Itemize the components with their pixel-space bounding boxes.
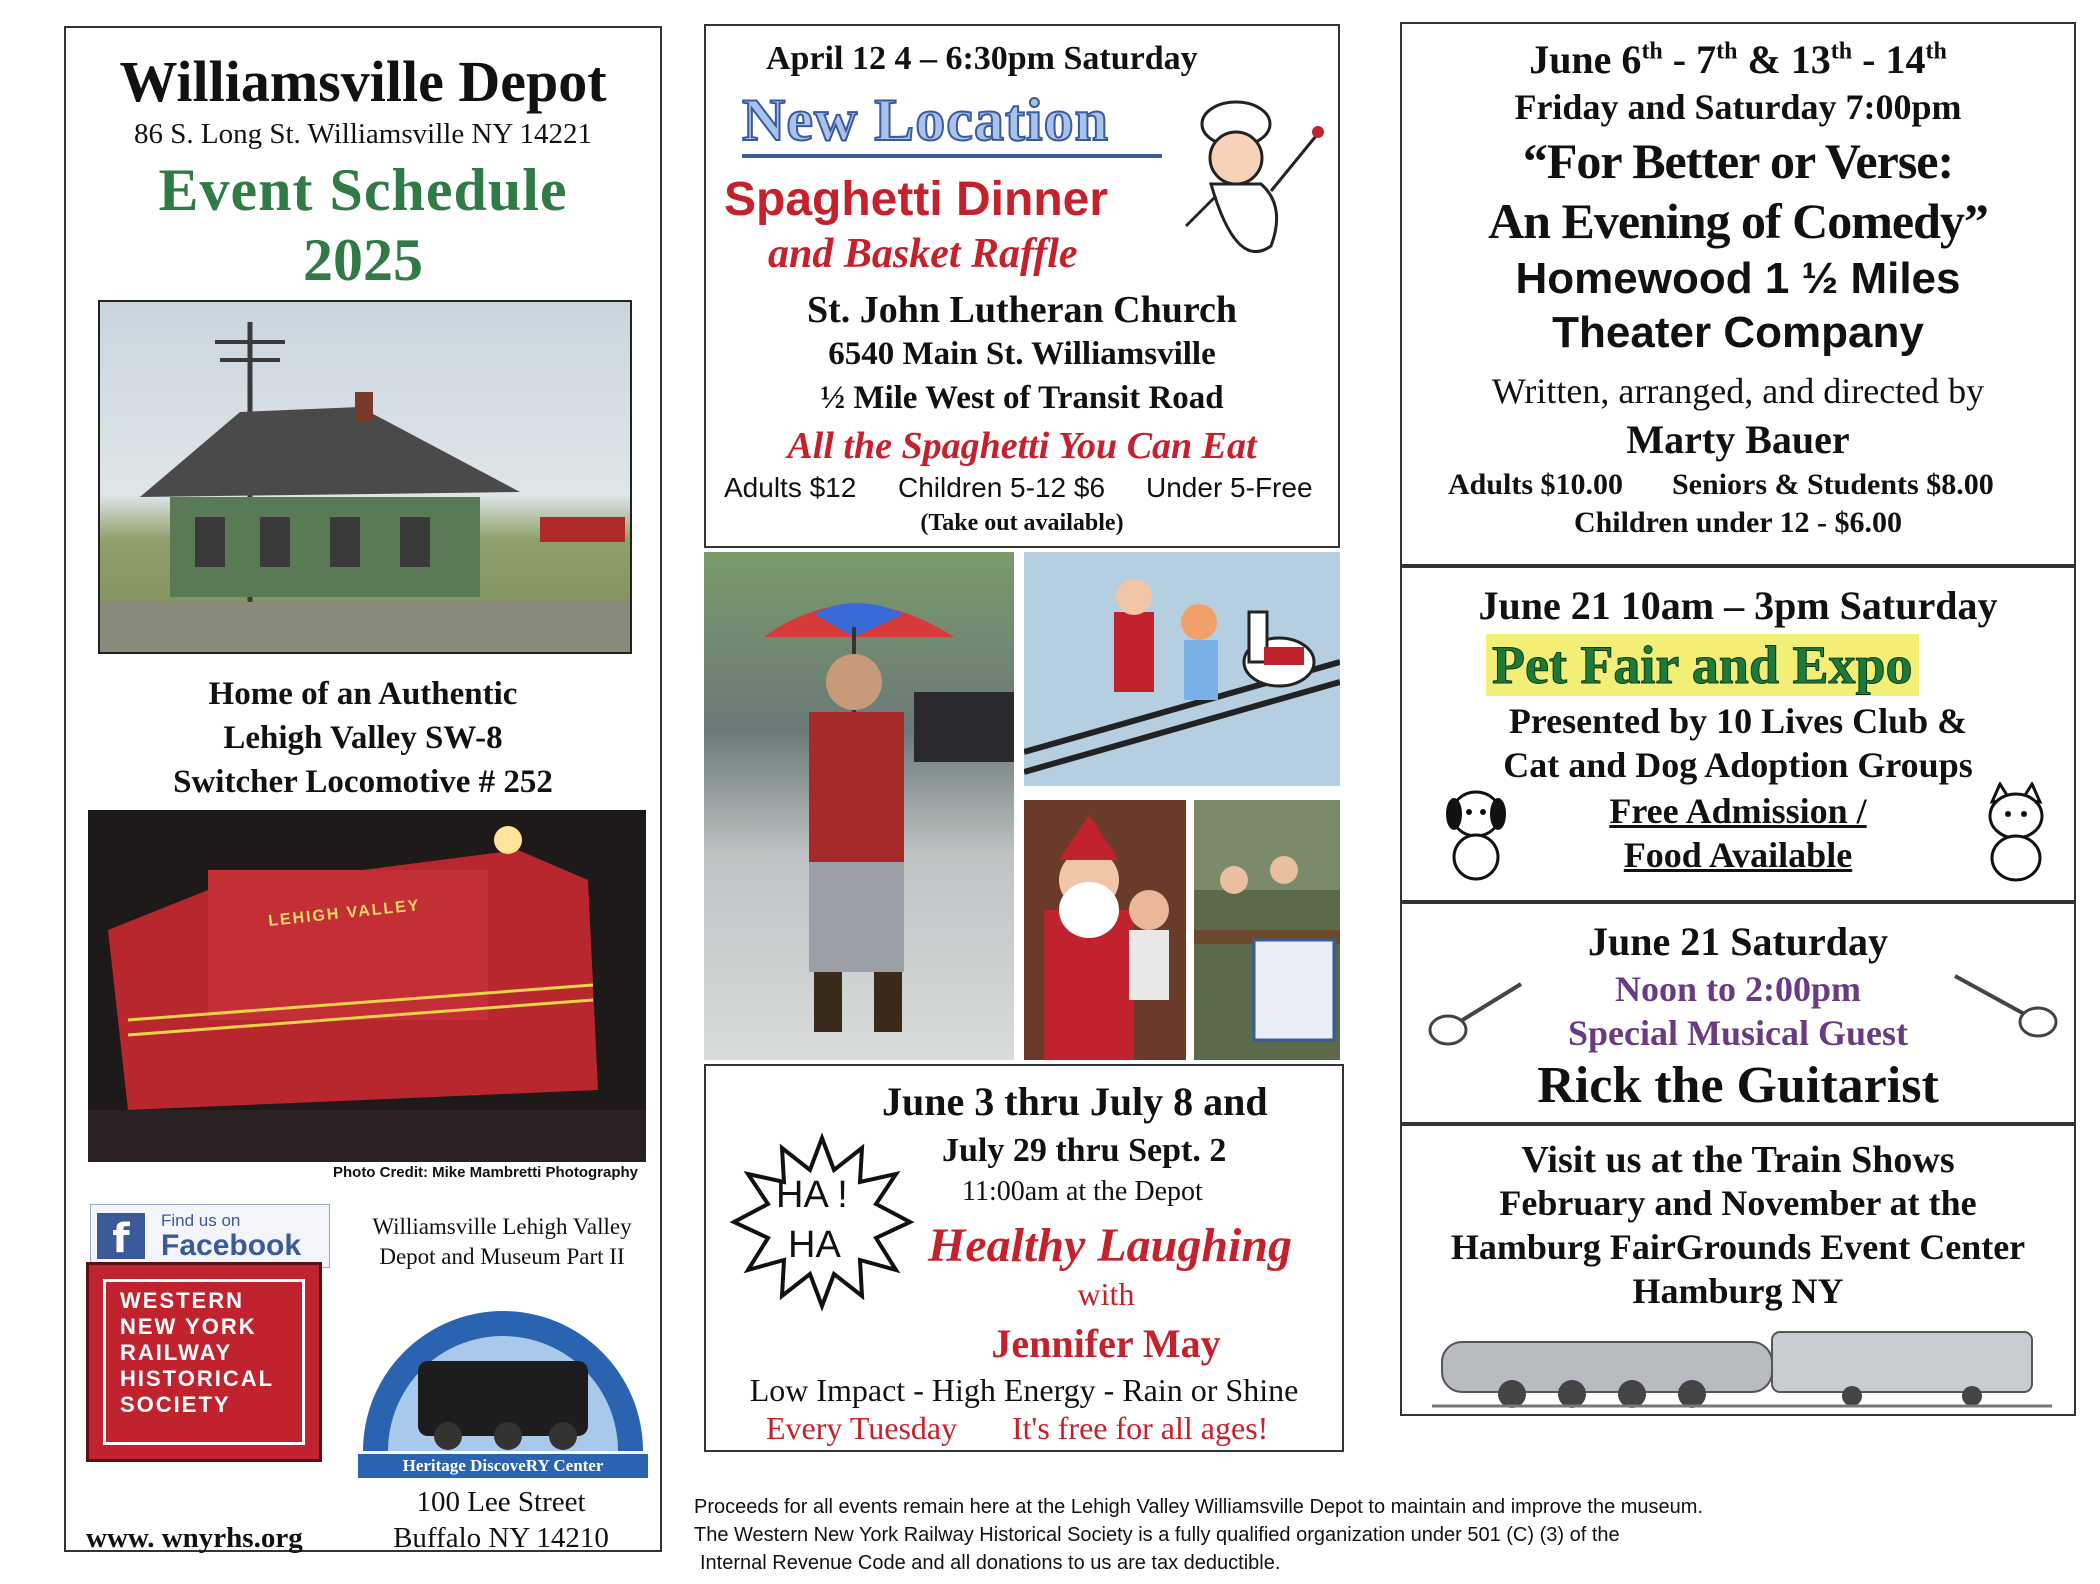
wnyrhs-logo-text: WESTERN <box>120 1288 244 1313</box>
laughing-dates-line2: July 29 thru Sept. 2 <box>942 1132 1227 1169</box>
heritage-street: 100 Lee Street <box>416 1486 586 1518</box>
wnyrhs-logo-text: NEW YORK <box>120 1314 257 1339</box>
museum-line1: Williamsville Lehigh Valley <box>372 1214 632 1239</box>
locomotive-photo <box>88 810 646 1162</box>
spaghetti-date: April 12 4 – 6:30pm Saturday <box>766 40 1198 77</box>
wnyrhs-logo-text: SOCIETY <box>120 1392 231 1417</box>
comedy-price-seniors: Seniors & Students $8.00 <box>1672 468 1994 501</box>
depot-address: 86 S. Long St. Williamsville NY 14221 <box>133 118 592 150</box>
comedy-dates-part: June 6 <box>1529 37 1642 82</box>
heritage-logo <box>358 1266 648 1480</box>
price-adults: Adults $12 <box>724 472 857 503</box>
guitar-special: Special Musical Guest <box>1568 1013 1908 1053</box>
schedule-year: 2025 <box>303 227 423 293</box>
trainshow-line3: Hamburg FairGrounds Event Center <box>1450 1227 2026 1267</box>
spaghetti-title: Spaghetti Dinner <box>724 173 1109 226</box>
melodrama-cartoon <box>1024 552 1340 786</box>
all-you-can-eat: All the Spaghetti You Can Eat <box>787 425 1257 467</box>
price-children: Children 5-12 $6 <box>898 472 1106 503</box>
chef-illustration <box>1176 96 1336 266</box>
locomotive-lettering: LEHIGH VALLEY <box>267 897 422 930</box>
comedy-dates-sup: th <box>1716 38 1738 65</box>
haha-bottom: HA <box>788 1224 841 1266</box>
guitar-icon-right <box>1950 966 2060 1046</box>
photo-credit: Photo Credit: Mike Mambretti Photography <box>332 1164 638 1181</box>
footer-line2: The Western New York Railway Historical Society is a fully qualified organization under 501 (C) (3) of the <box>694 1524 1620 1546</box>
laughing-tagline: Low Impact - High Energy - Rain or Shine <box>749 1372 1299 1408</box>
petfair-food: Food Available <box>1623 835 1853 875</box>
church-name: St. John Lutheran Church <box>806 289 1238 331</box>
santa-photo <box>1024 800 1186 1060</box>
guitar-icon-left <box>1426 974 1526 1054</box>
haha-starburst <box>730 1130 914 1314</box>
facebook-icon: f <box>97 1213 145 1259</box>
home-line2: Lehigh Valley SW-8 <box>223 720 503 756</box>
comedy-price-children: Children under 12 - $6.00 <box>1573 506 1903 539</box>
trainshow-line1: Visit us at the Train Shows <box>1521 1139 1955 1181</box>
heritage-city: Buffalo NY 14210 <box>393 1522 609 1554</box>
laughing-host: Jennifer May <box>991 1321 1221 1366</box>
facebook-label: Facebook <box>161 1229 302 1262</box>
laughing-every: Every Tuesday <box>766 1410 958 1446</box>
church-directions: ½ Mile West of Transit Road <box>820 380 1224 416</box>
company-line2: Theater Company <box>1552 308 1924 357</box>
depot-title: Williamsville Depot <box>119 49 607 114</box>
takeout-note: (Take out available) <box>920 510 1124 536</box>
laughing-panel <box>704 1064 1344 1452</box>
comedy-daytime: Friday and Saturday 7:00pm <box>1514 87 1962 127</box>
dog-icon <box>1436 782 1516 882</box>
petfair-admission: Free Admission / <box>1609 791 1867 831</box>
comedy-dates-part: - 14 <box>1852 37 1926 82</box>
facebook-find: Find us on <box>161 1211 241 1230</box>
haha-top: HA ! <box>776 1174 848 1216</box>
visitors-photo <box>1194 800 1340 1060</box>
comedy-dates-sup: th <box>1925 38 1947 65</box>
home-line1: Home of an Authentic <box>208 676 518 712</box>
comedy-panel <box>1400 22 2076 566</box>
comedy-dates-sup: th <box>1830 38 1853 65</box>
trainshow-line4: Hamburg NY <box>1632 1271 1844 1311</box>
comedy-dates-part: & 13 <box>1737 37 1831 82</box>
church-street: 6540 Main St. Williamsville <box>828 336 1216 372</box>
laughing-with: with <box>1077 1276 1135 1312</box>
comedy-title-line2: An Evening of Comedy” <box>1488 193 1988 249</box>
comedy-price-adults: Adults $10.00 <box>1448 468 1624 501</box>
comedy-dates-sup: th <box>1641 38 1663 65</box>
wnyrhs-logo-text: RAILWAY <box>120 1340 233 1365</box>
schedule-title: Event Schedule <box>158 157 568 223</box>
comedy-dates-part: - 7 <box>1662 37 1717 82</box>
comedy-written: Written, arranged, and directed by <box>1491 371 1985 411</box>
new-location: New Location <box>742 87 1109 153</box>
laughing-dates-line1: June 3 thru July 8 and <box>882 1079 1268 1124</box>
petfair-title: Pet Fair and Expo <box>1486 634 1919 696</box>
guitar-date: June 21 Saturday <box>1587 919 1889 964</box>
footer-line3: Internal Revenue Code and all donations to us are tax deductible. <box>700 1552 1281 1574</box>
steam-train-illustration <box>1432 1322 2052 1412</box>
facebook-badge[interactable] <box>90 1204 330 1268</box>
museum-line2: Depot and Museum Part II <box>379 1244 625 1269</box>
comedy-title-line1: “For Better or Verse: <box>1522 133 1954 189</box>
company-line1: Homewood 1 ½ Miles <box>1515 254 1961 303</box>
website-link[interactable]: www. wnyrhs.org <box>86 1522 303 1554</box>
comedy-director: Marty Bauer <box>1626 417 1850 462</box>
heritage-label: Heritage DiscoveRY Center <box>358 1454 648 1478</box>
guitar-panel <box>1400 902 2076 1124</box>
umbrella-man-photo <box>704 552 1014 1060</box>
petfair-date: June 21 10am – 3pm Saturday <box>1478 583 1998 628</box>
laughing-title: Healthy Laughing <box>928 1219 1293 1272</box>
laughing-free: It's free for all ages! <box>1012 1410 1269 1446</box>
petfair-presented-line1: Presented by 10 Lives Club & <box>1508 701 1968 741</box>
wnyrhs-logo-text: HISTORICAL <box>120 1366 275 1391</box>
cat-icon <box>1976 782 2056 882</box>
footer-line1: Proceeds for all events remain here at the Lehigh Valley Williamsville Depot to maintain and improve the museum. <box>694 1496 1704 1518</box>
comedy-dates <box>1402 36 2074 83</box>
trainshow-line2: February and November at the <box>1499 1183 1977 1223</box>
price-under5: Under 5-Free <box>1146 472 1313 503</box>
depot-photo <box>98 300 632 654</box>
left-panel <box>64 26 662 1552</box>
petfair-presented-line2: Cat and Dog Adoption Groups <box>1503 745 1973 785</box>
home-line3: Switcher Locomotive # 252 <box>173 764 553 800</box>
wnyrhs-logo <box>86 1262 322 1462</box>
petfair-panel <box>1400 566 2076 902</box>
laughing-time: 11:00am at the Depot <box>962 1176 1203 1207</box>
spaghetti-subtitle: and Basket Raffle <box>768 231 1078 277</box>
guitar-time: Noon to 2:00pm <box>1614 969 1861 1009</box>
guitar-name: Rick the Guitarist <box>1537 1057 1939 1114</box>
trainshow-panel <box>1400 1124 2076 1416</box>
spaghetti-panel <box>704 24 1340 548</box>
